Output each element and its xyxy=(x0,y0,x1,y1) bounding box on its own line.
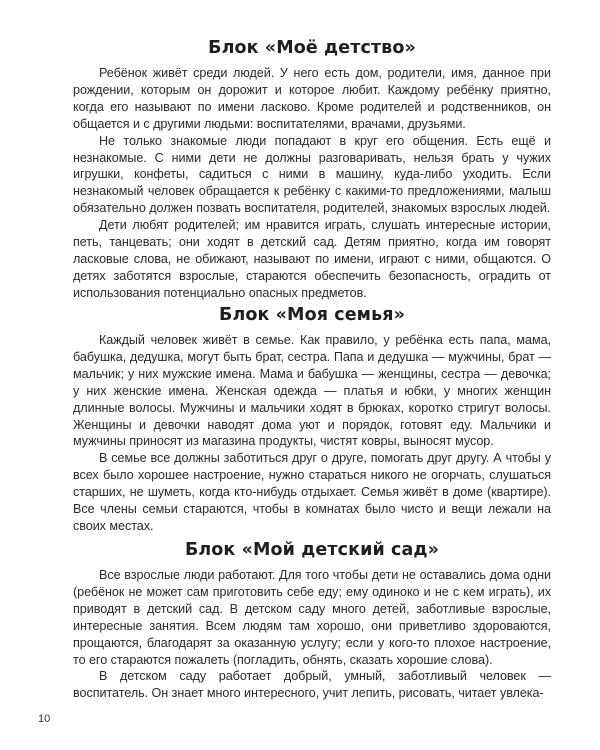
section-title-my-kindergarten: Блок «Мой детский сад» xyxy=(184,540,440,560)
page-number: 10 xyxy=(38,713,51,725)
section-body-my-childhood xyxy=(73,65,551,302)
section-title-my-family: Блок «Моя семья» xyxy=(219,305,405,325)
section-title-my-childhood: Блок «Моё детство» xyxy=(208,38,416,58)
paragraph: В семье все должны заботиться друг о друге, помогать друг другу. А чтобы у всех было хорошее настроение, нужно стараться никого не огорчать, слушаться старших, не шуметь, когда кто-нибудь отдыхает. Семья живёт в доме (квартире). Все члены семьи стараются, чтобы в комнатах было чисто и вещи лежали на своих местах. xyxy=(73,451,551,533)
paragraph: Все взрослые люди работают. Для того чтобы дети не оставались дома одни (ребёнок не может сам приготовить себе еду; ему одиноко и не с кем играть), их приводят в детский сад. В детском саду много детей, заботливые взрослые, интересные занятия. Всем людям там хорошо, они приветливо здороваются, прощаются, благодарят за оказанную услугу; если у кого-то плохое настроение, то его стараются пожалеть (погладить, обнять, сказать хорошие слова). xyxy=(73,568,551,667)
section-body-my-family xyxy=(73,332,551,535)
paragraph: Не только знакомые люди попадают в круг его общения. Есть ещё и незнакомые. С ними дети не должны разговаривать, нельзя брать у чужих игрушки, конфеты, садиться с ними в машину, куда-либо уходить. Если незнакомый человек обращается к ребёнку с какими-то предложениями, малыш обязательно должен позвать воспитателя, родителей, знакомых взрослых людей. xyxy=(73,133,551,216)
section-body-my-kindergarten xyxy=(73,567,551,702)
paragraph: Ребёнок живёт среди людей. У него есть дом, родители, имя, данное при рождении, которым он дорожит и которое любит. Каждому ребёнку приятно, когда его называют по имени ласково. Кроме родителей и родственников, он общается и с другими людьми: воспитателями, врачами, друзьями. xyxy=(73,66,551,131)
paragraph: В детском саду работает добрый, умный, заботливый человек — воспитатель. Он знает много интересного, учит лепить, рисовать, читает увлека- xyxy=(73,669,551,701)
paragraph: Каждый человек живёт в семье. Как правило, у ребёнка есть папа, мама, бабушка, дедушка, могут быть брат, сестра. Папа и дедушка — мужчины, брат — мальчик; у них мужские имена. Мама и бабушка — женщины, сестра — девочка; у них женские имена. Женская одежда — платья и юбки, у многих женщин длинные волосы. Мужчины и мальчики ходят в брюках, коротко стригут волосы. Женщины и девочки наводят дома уют и порядок, готовят еду. Мальчики и мужчины приносят из магазина продукты, чистят ковры, выносят мусор. xyxy=(73,333,551,449)
paragraph: Дети любят родителей; им нравится играть, слушать интересные истории, петь, танцевать; они ходят в детский сад. Детям приятно, когда им говорят ласковые слова, не обижают, называют по имени, играют с ними, общаются. О детях заботятся взрослые, стараются обеспечить безопасность, оградить от использования потенциально опасных предметов. xyxy=(73,218,551,300)
